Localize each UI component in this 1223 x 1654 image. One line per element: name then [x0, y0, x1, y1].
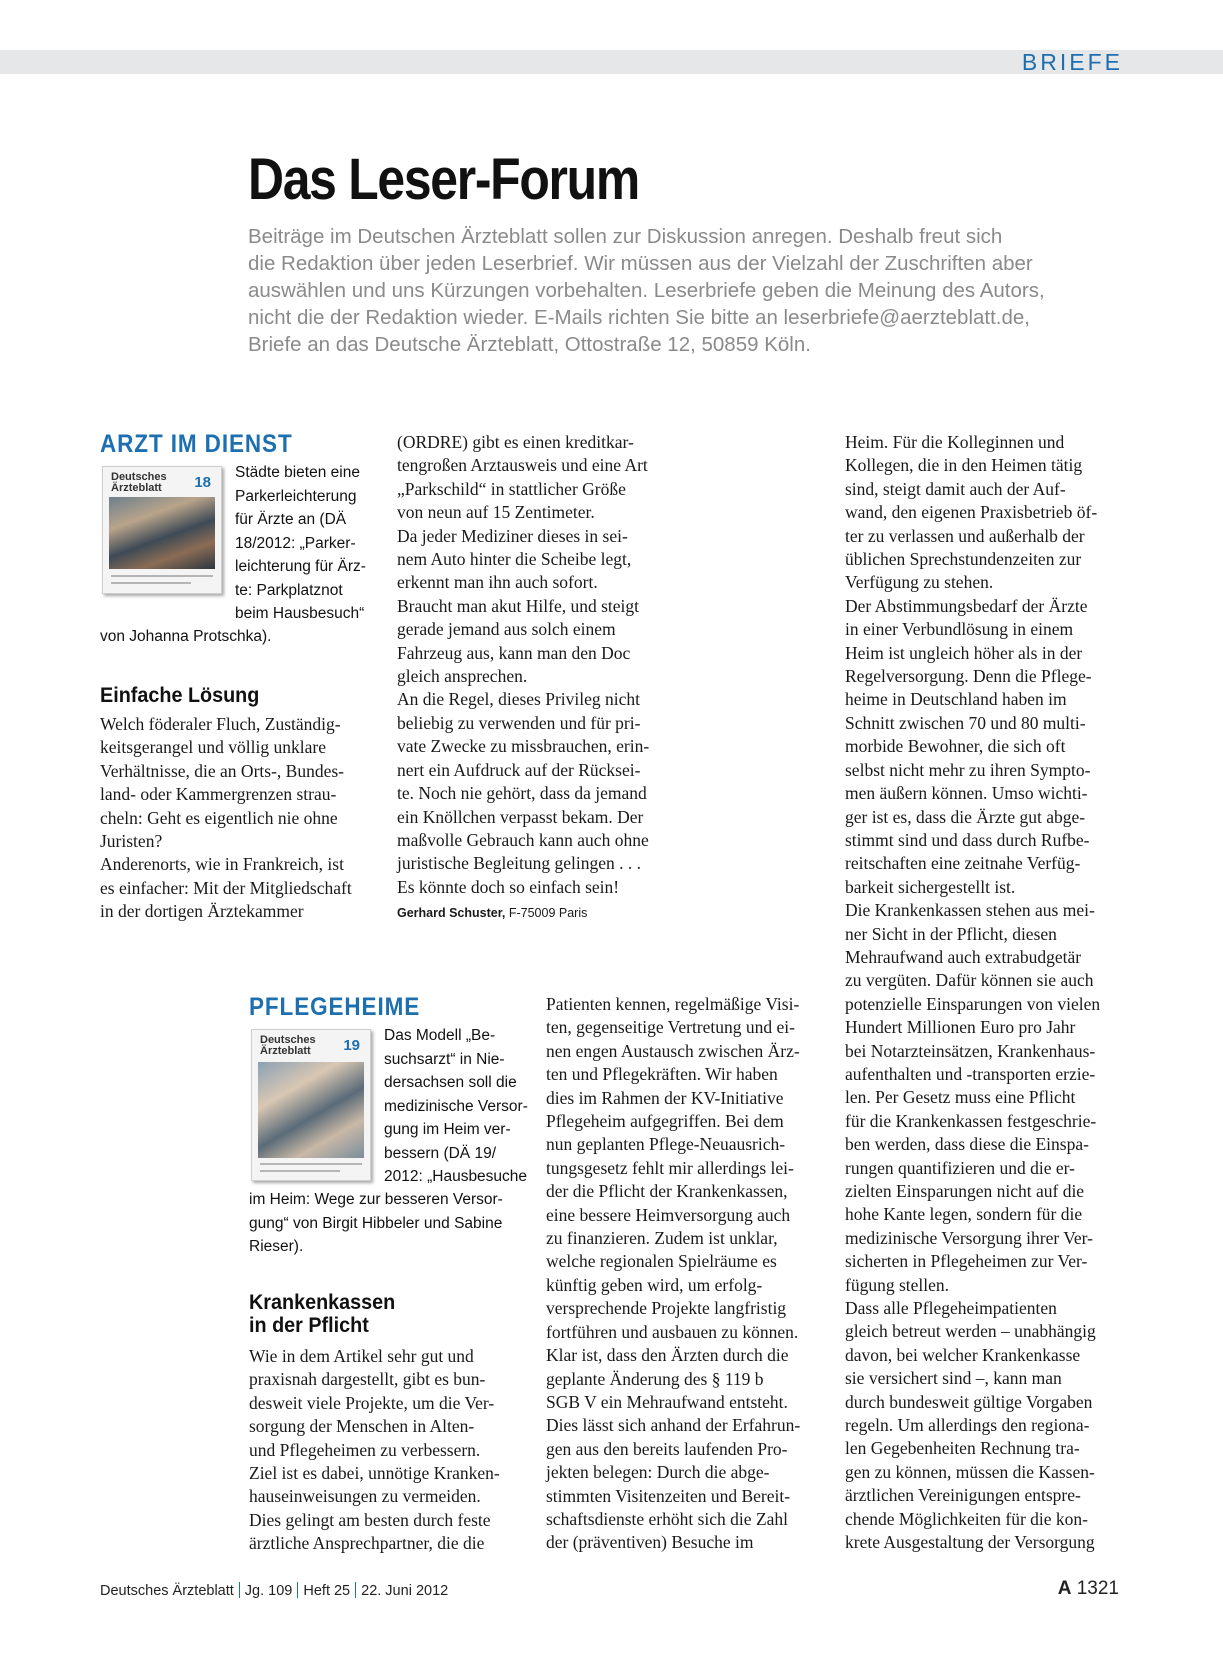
letter1-signature: Gerhard Schuster, F-75009 Paris [397, 906, 588, 920]
cover-issue-number: 18 [194, 474, 211, 491]
letter1-reference: Städte bieten eine Parkerleichterung für Ärzte an (DÄ 18/2012: „Parker- leichterung für Ärz- te: Parkplatznot beim Hausbesuch“ [235, 464, 366, 622]
cover-masthead: Deutsches Ärzteblatt [111, 471, 167, 494]
footer-date: 22. Juni 2012 [361, 1583, 449, 1599]
letter1-column-1: Welch föderaler Fluch, Zuständig- keitsgerangel und völlig unklare Verhältnisse, die an Orts-, Bundes- land- oder Kammergrenzen strau- cheln: Geht es eigentlich nie ohne Juristen? Anderenorts, wie in Frankreich, ist es einfacher: Mit der Mitgliedschaft in der dortigen Ärztekammer [100, 714, 352, 922]
letter1-reference-continued: von Johanna Protschka). [100, 628, 272, 645]
cover-issue-number: 19 [343, 1037, 360, 1054]
footer-issue: Heft 25 [303, 1583, 351, 1599]
intro-line: Beiträge im Deutschen Ärzteblatt sollen zur Diskussion anregen. Deshalb freut sich [248, 225, 1003, 248]
intro-line: die Redaktion über jeden Leserbrief. Wir müssen aus der Vielzahl der Zuschriften aber [248, 252, 1033, 275]
intro-line: Briefe an das Deutsche Ärzteblatt, Ottostraße 12, 50859 Köln. [248, 333, 811, 356]
intro-line: nicht die der Redaktion wieder. E-Mails richten Sie bitte an leserbriefe@aerzteblatt.de, [248, 306, 1030, 329]
letter2-column-1: Wie in dem Artikel sehr gut und praxisnah dargestellt, gibt es bun- desweit viele Projekte, um die Ver- sorgung der Menschen in Alten- und Pflegeheimen zu verbessern. Ziel ist es dabei, unnötige Kranken- hauseinweisungen zu vermeiden. Dies gelingt am besten durch feste ärztliche Ansprechpartner, die die [249, 1346, 500, 1554]
letter1-kicker: ARZT IM DIENST [100, 430, 293, 458]
footer-separator [239, 1582, 240, 1598]
magazine-cover-18 [102, 466, 222, 594]
intro-text [248, 223, 1138, 358]
footer-separator [297, 1582, 298, 1598]
cover-photo-image [109, 497, 215, 569]
footer-volume: Jg. 109 [244, 1583, 293, 1599]
cover-masthead: Deutsches Ärzteblatt [260, 1034, 316, 1057]
cover-text-line [260, 1163, 362, 1165]
page-title: Das Leser-Forum [248, 147, 639, 212]
cover-text-line [111, 575, 213, 577]
cover-text-line [260, 1170, 340, 1172]
footer-separator [355, 1582, 356, 1598]
magazine-cover-19 [251, 1029, 371, 1181]
letter1-column-2: (ORDRE) gibt es einen kreditkar- tengroßen Arztausweis und eine Art „Parkschild“ in stattlicher Größe von neun auf 15 Zentimeter. Da jeder Mediziner dieses in sei- nem Auto hinter die Scheibe legt, erkennt man ihn auch sofort. Braucht man akut Hilfe, und steigt gerade jemand aus solch einem Fahrzeug aus, kann man den Doc gleich ansprechen. An die Regel, dieses Privileg nicht beliebig zu verwenden und für pri- vate Zwecke zu missbrauchen, erin- nert ein Aufdruck auf der Rücksei- te. Noch nie gehört, dass da jemand ein Knöllchen verpasst bekam. Der maßvolle Gebrauch kann auch ohne juristische Begleitung gelingen . . . Es könnte doch so einfach sein! [397, 432, 650, 897]
letter2-column-3: Heim. Für die Kolleginnen und Kollegen, die in den Heimen tätig sind, steigt damit auch der Auf- wand, den eigenen Praxisbetrieb öf- ter zu verlassen und außerhalb der üblichen Sprechstundenzeiten zur Verfügung zu stehen. Der Abstimmungsbedarf der Ärzte in einer Verbundlösung in einem Heim ist ungleich höher als in der Regelversorgung. Denn die Pflege- heime in Deutschland haben im Schnitt zwischen 70 und 80 multi- morbide Bewohner, die sich oft selbst nicht mehr zu ihren Sympto- men äußern können. Umso wichti- ger ist es, dass die Ärzte gut abge- stimmt sind und dass durch Rufbe- reitschaften eine zeitnahe Verfüg- barkeit sichergestellt ist. Die Krankenkassen stehen aus mei- ner Sicht in der Pflicht, diesen Mehraufwand auch extrabudgetär zu vergüten. Dafür können sie auch potenzielle Einsparungen von vielen Hundert Millionen Euro pro Jahr bei Notarzteinsätzen, Krankenhaus- aufenthalten und -transporten erzie- len. Per Gesetz muss eine Pflicht für die Krankenkassen festgeschrie- ben werden, dass diese die Einspa- rungen quantifizieren und die er- zielten Einsparungen nicht auf die hohe Kante legen, sondern für die medizinische Versorgung ihrer Ver- sicherten in Pflegeheimen zur Ver- fügung stellen. Dass alle Pflegeheimpatienten gleich betreut werden – unabhängig davon, bei welcher Krankenkasse sie versichert sind –, kann man durch bundesweit gültige Vorgaben regeln. Um allerdings den regiona- len Gegebenheiten Rechnung tra- gen zu können, müssen die Kassen- ärztlichen Vereinigungen entspre- chende Möglichkeiten für die kon- krete Ausgestaltung der Versorgung [845, 432, 1101, 1553]
cover-text-line [111, 582, 191, 584]
section-label: BRIEFE [1021, 49, 1123, 75]
cover-photo-image [258, 1062, 364, 1158]
letter2-heading: Krankenkassen in der Pflicht [249, 1290, 396, 1337]
page-number: A 1321 [1057, 1578, 1119, 1599]
page-footer [100, 1582, 448, 1599]
letter2-column-2: Patienten kennen, regelmäßige Visi- ten, gegenseitige Vertretung und ei- nen engen Austausch zwischen Ärz- ten und Pflegekräften. Wir haben dies im Rahmen der KV-Initiative Pflegeheim aufgegriffen. Bei dem nun geplanten Pflege-Neuausrich- tungsgesetz fehlt mir allerdings lei- der die Pflicht der Krankenkassen, eine bessere Heimversorgung auch zu finanzieren. Zudem ist unklar, welche regionalen Spielräume es künftig geben wird, um erfolg- versprechende Projekte langfristig fortführen und ausbauen zu können. Klar ist, dass den Ärzten durch die geplante Änderung des § 119 b SGB V ein Mehraufwand entsteht. Dies lässt sich anhand der Erfahrun- gen aus den bereits laufenden Pro- jekten belegen: Durch die abge- stimmten Visitenzeiten und Bereit- schaftsdienste erhöht sich die Zahl der (präventiven) Besuche im [546, 994, 801, 1553]
intro-line: auswählen und uns Kürzungen vorbehalten. Leserbriefe geben die Meinung des Autors, [248, 279, 1045, 302]
letter1-heading: Einfache Lösung [100, 683, 260, 707]
letter2-reference: Das Modell „Be- suchsarzt“ in Nie- dersachsen soll die medizinische Versor- gung im Heim ver- bessern (DÄ 19/ 2012: „Hausbesuche [384, 1027, 528, 1185]
letter2-kicker: PFLEGEHEIME [249, 993, 421, 1021]
footer-journal: Deutsches Ärzteblatt [100, 1583, 234, 1599]
letter2-reference-continued: im Heim: Wege zur besseren Versor- gung“ von Birgit Hibbeler und Sabine Rieser). [249, 1191, 503, 1255]
